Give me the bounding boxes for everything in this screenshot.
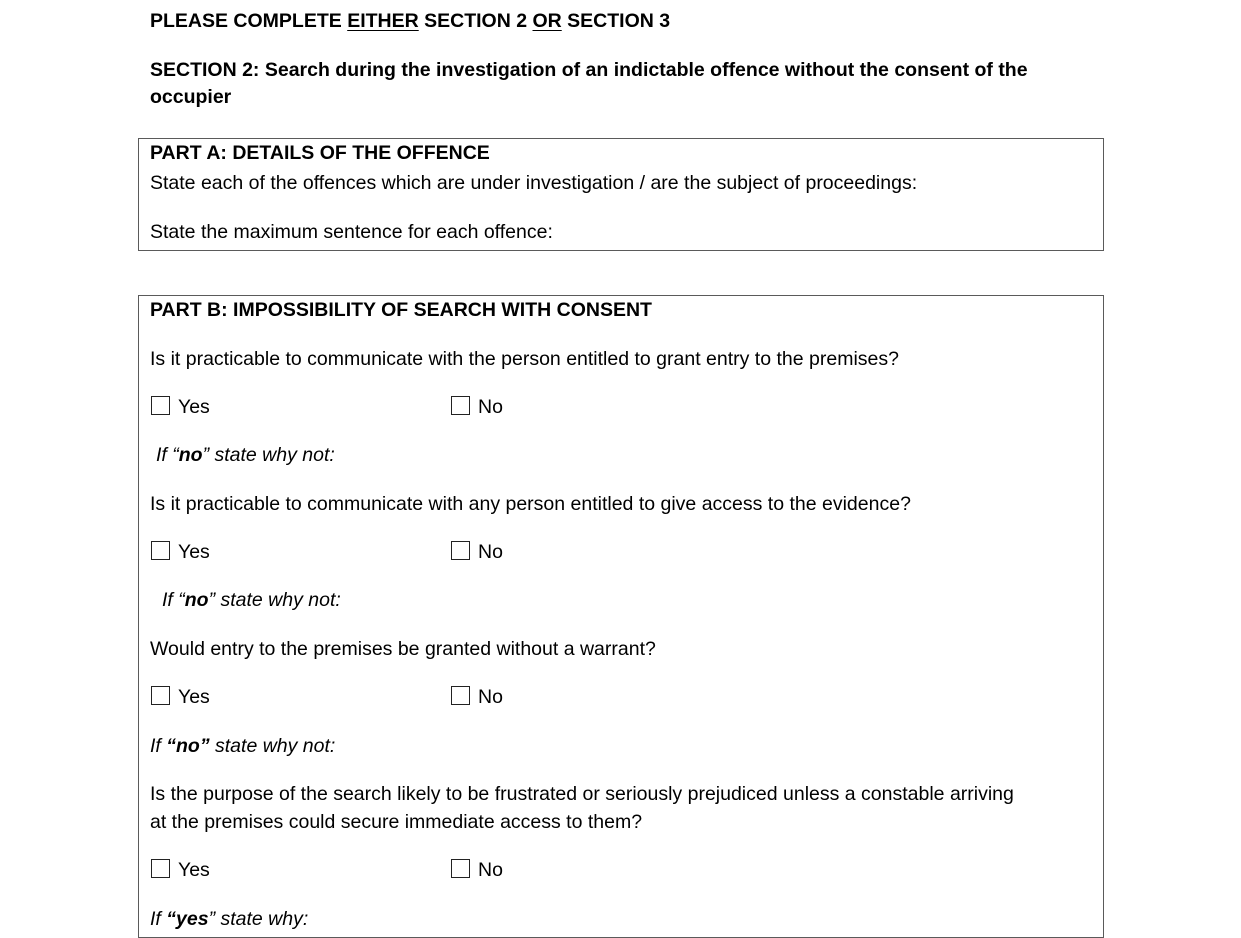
checkbox-icon[interactable] bbox=[451, 541, 470, 560]
instruction-heading bbox=[150, 10, 670, 33]
part-b-title: PART B: IMPOSSIBILITY OF SEARCH WITH CONSENT bbox=[150, 299, 652, 321]
followup-text: ” state why: bbox=[208, 908, 309, 930]
checkbox-icon[interactable] bbox=[151, 396, 170, 415]
checkbox-q4-no[interactable] bbox=[451, 859, 503, 882]
checkbox-icon[interactable] bbox=[451, 686, 470, 705]
followup-text: If bbox=[150, 735, 167, 757]
followup-q4 bbox=[150, 908, 308, 931]
part-a-title: PART A: DETAILS OF THE OFFENCE bbox=[150, 142, 490, 164]
instruction-text: SECTION 3 bbox=[561, 10, 671, 32]
instruction-text: SECTION 2 bbox=[418, 10, 533, 32]
question-grant-entry: Is it practicable to communicate with the person entitled to grant entry to the premises? bbox=[150, 348, 899, 370]
part-a-offences-question: State each of the offences which are under investigation / are the subject of proceedings: bbox=[150, 172, 918, 194]
option-label: No bbox=[478, 859, 503, 881]
followup-emphasis: no bbox=[184, 589, 209, 611]
instruction-text: PLEASE COMPLETE bbox=[150, 10, 348, 32]
followup-emphasis: no bbox=[178, 444, 203, 466]
question-purpose-frustrated-line1: Is the purpose of the search likely to be frustrated or seriously prejudiced unless a constable arriving bbox=[150, 783, 1014, 805]
checkbox-icon[interactable] bbox=[151, 541, 170, 560]
question-purpose-frustrated-line2: at the premises could secure immediate access to them? bbox=[150, 811, 643, 833]
instruction-or: OR bbox=[532, 10, 562, 32]
option-label: No bbox=[478, 541, 503, 563]
part-a-sentence-question: State the maximum sentence for each offence: bbox=[150, 221, 553, 243]
option-label: No bbox=[478, 396, 503, 418]
checkbox-icon[interactable] bbox=[451, 396, 470, 415]
followup-text: If “ bbox=[162, 589, 185, 611]
followup-text: ” state why not: bbox=[202, 444, 335, 466]
checkbox-icon[interactable] bbox=[451, 859, 470, 878]
option-label: No bbox=[478, 686, 503, 708]
section-title-line1: SECTION 2: Search during the investigation of an indictable offence without the consent of the bbox=[150, 59, 1028, 81]
followup-text: ” state why not: bbox=[208, 589, 341, 611]
checkbox-q2-yes[interactable] bbox=[151, 541, 210, 564]
option-label: Yes bbox=[178, 859, 210, 881]
instruction-either: EITHER bbox=[347, 10, 419, 32]
checkbox-q3-no[interactable] bbox=[451, 686, 503, 709]
checkbox-icon[interactable] bbox=[151, 859, 170, 878]
checkbox-q2-no[interactable] bbox=[451, 541, 503, 564]
section-title-line2: occupier bbox=[150, 86, 232, 108]
followup-q2 bbox=[162, 589, 341, 612]
question-access-evidence: Is it practicable to communicate with any person entitled to give access to the evidence? bbox=[150, 493, 911, 515]
option-label: Yes bbox=[178, 686, 210, 708]
followup-emphasis: “no” bbox=[166, 735, 210, 757]
checkbox-icon[interactable] bbox=[151, 686, 170, 705]
option-label: Yes bbox=[178, 396, 210, 418]
followup-emphasis: “yes bbox=[166, 908, 209, 930]
option-label: Yes bbox=[178, 541, 210, 563]
checkbox-q4-yes[interactable] bbox=[151, 859, 210, 882]
followup-text: If “ bbox=[156, 444, 179, 466]
followup-q1 bbox=[156, 444, 335, 467]
part-b-box bbox=[138, 295, 1104, 938]
checkbox-q3-yes[interactable] bbox=[151, 686, 210, 709]
followup-text: If bbox=[150, 908, 167, 930]
followup-text: state why not: bbox=[209, 735, 336, 757]
checkbox-q1-yes[interactable] bbox=[151, 396, 210, 419]
checkbox-q1-no[interactable] bbox=[451, 396, 503, 419]
followup-q3 bbox=[150, 735, 335, 758]
question-entry-without-warrant: Would entry to the premises be granted without a warrant? bbox=[150, 638, 656, 660]
